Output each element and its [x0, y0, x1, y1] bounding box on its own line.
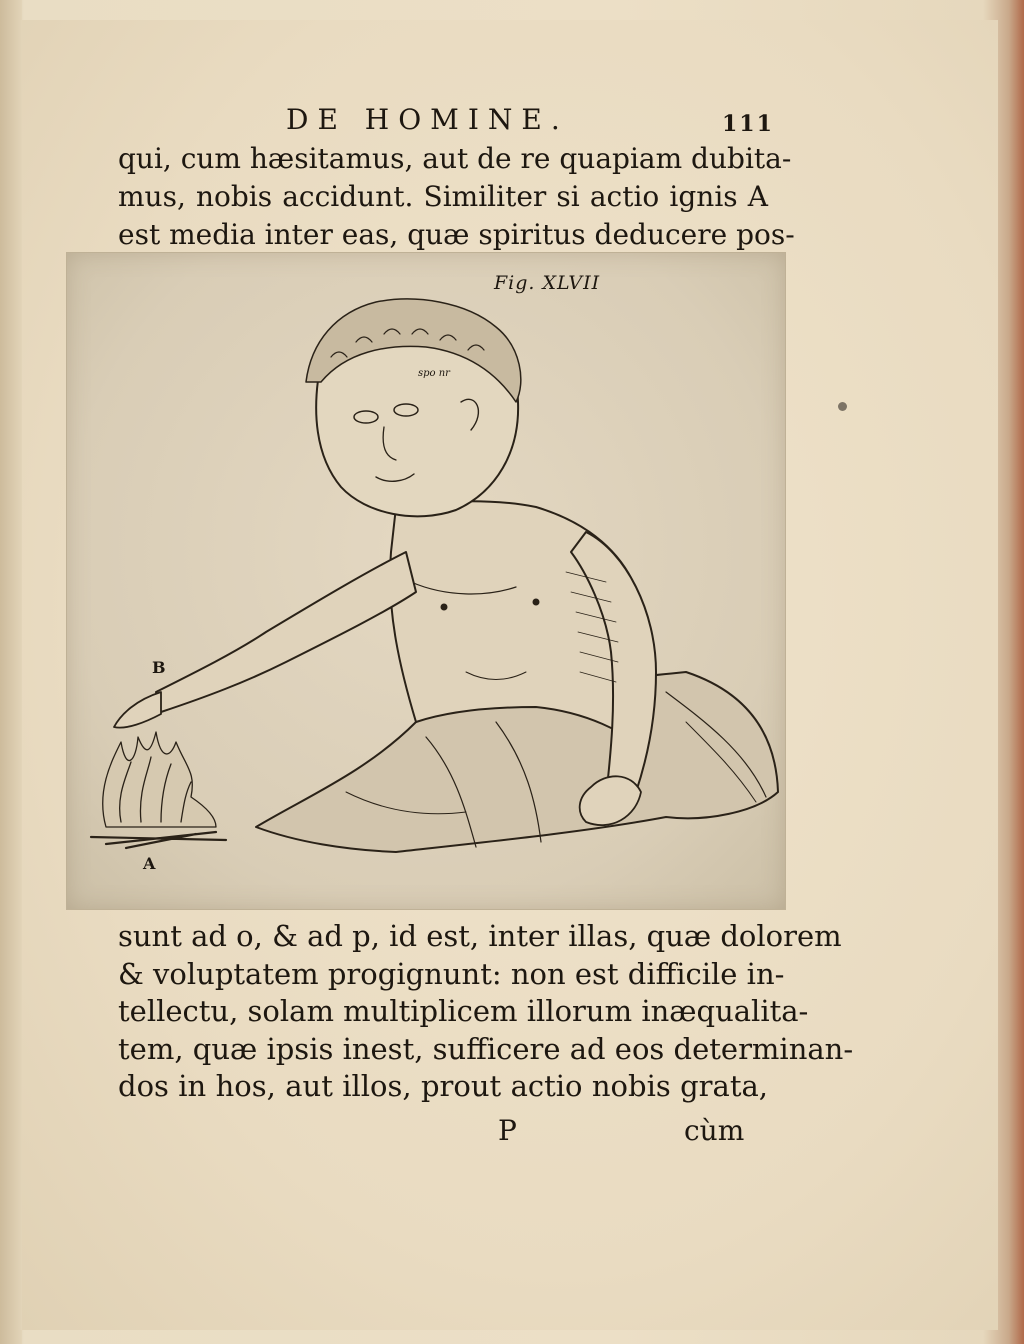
figure-label-a: A	[143, 854, 156, 873]
signature-mark: P	[498, 1114, 517, 1147]
text-line: est media inter eas, quæ spiritus deducere pos-	[118, 218, 795, 251]
running-title: DE HOMINE.	[286, 103, 569, 136]
figure-label-b: B	[152, 658, 166, 677]
fire	[91, 732, 226, 848]
catchword: cùm	[684, 1114, 745, 1147]
child-and-fire-engraving	[66, 252, 786, 910]
text-block-bottom	[118, 918, 854, 1106]
text-line: tellectu, solam multiplicem illorum inæqualita-	[118, 994, 809, 1028]
brain-label: spo nr	[418, 368, 450, 379]
page-number: 111	[722, 111, 774, 137]
left-page-edge	[0, 0, 22, 1344]
figure-caption: Fig. XLVII	[494, 272, 601, 294]
text-line: tem, quæ ipsis inest, sufficere ad eos determinan-	[118, 1031, 854, 1066]
text-line: qui, cum hæsitamus, aut de re quapiam dubita-	[118, 142, 792, 175]
reaching-arm	[156, 552, 416, 712]
firewood	[91, 832, 226, 848]
reaching-hand	[114, 692, 161, 728]
text-line: mus, nobis accidunt. Similiter si actio ignis A	[118, 180, 768, 213]
text-block-top	[118, 140, 795, 254]
text-line: sunt ad o, & ad p, id est, inter illas, quæ dolorem	[118, 919, 842, 953]
engraved-plate	[66, 252, 786, 910]
paper-spot	[838, 402, 847, 411]
text-line: & voluptatem progignunt: non est difficile in-	[118, 956, 785, 991]
text-line: dos in hos, aut illos, prout actio nobis grata,	[118, 1069, 768, 1103]
